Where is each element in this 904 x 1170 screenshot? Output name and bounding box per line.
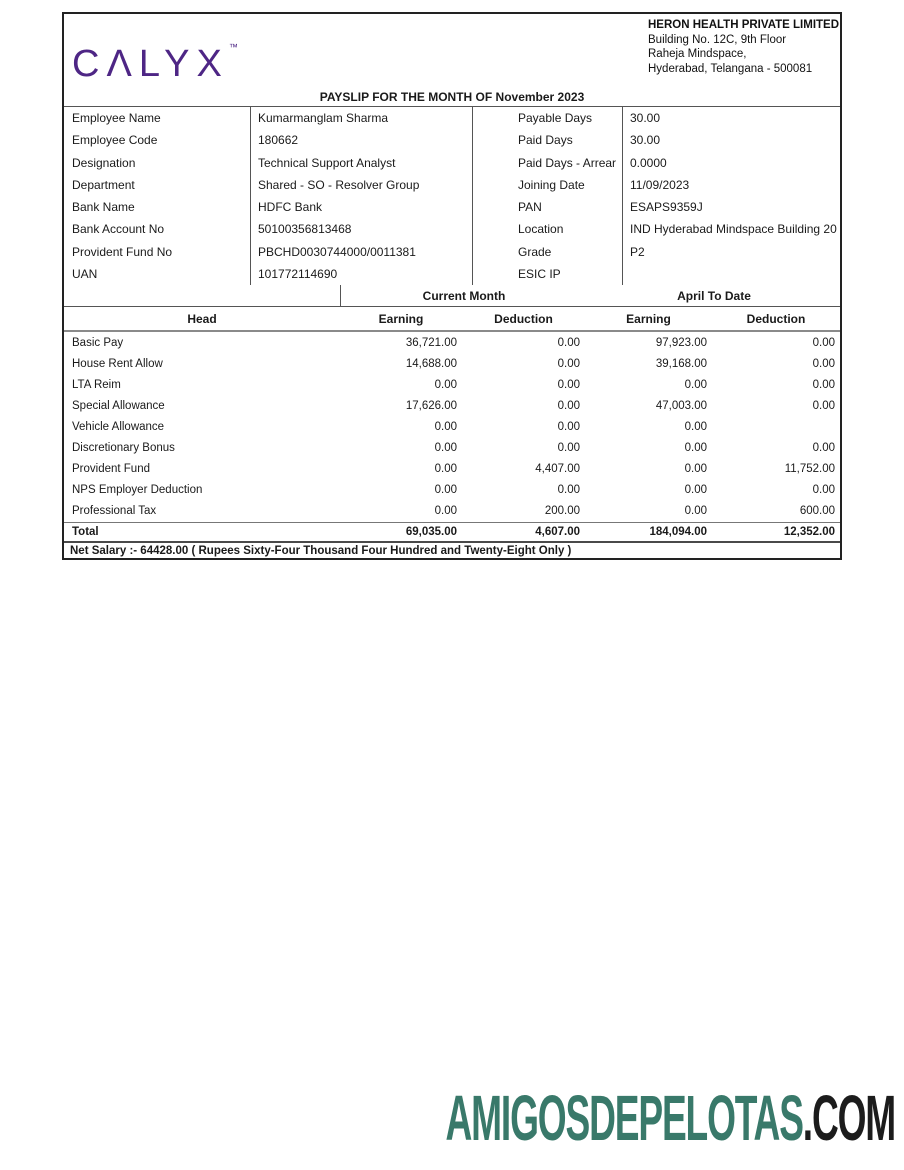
salary-current-deduction: 4,407.00 (535, 463, 580, 476)
salary-april-to-date-earning: 0.00 (684, 378, 707, 391)
info-label: Bank Account No (72, 222, 165, 237)
salary-current-deduction: 0.00 (557, 484, 580, 497)
salary-row-head: NPS Employer Deduction (72, 484, 203, 497)
info-label: Paid Days - Arrear (518, 155, 617, 170)
salary-table (64, 285, 840, 558)
salary-row-head: Special Allowance (72, 399, 165, 412)
payslip-document (62, 12, 842, 560)
info-value: P2 (630, 244, 645, 259)
payslip-title: PAYSLIP FOR THE MONTH OF November 2023 (319, 90, 585, 104)
info-value: ESAPS9359J (630, 200, 703, 215)
info-value: 180662 (258, 133, 299, 148)
salary-april-to-date-deduction: 600.00 (799, 505, 835, 518)
info-value: 30.00 (630, 111, 661, 126)
salary-april-to-date-earning: 97,923.00 (655, 336, 707, 349)
info-label: UAN (72, 266, 98, 281)
salary-current-deduction: 0.00 (557, 399, 580, 412)
total-april-to-date-earning: 184,094.00 (649, 526, 707, 538)
salary-april-to-date-deduction: 11,752.00 (784, 463, 835, 476)
salary-row-head: LTA Reim (72, 378, 121, 391)
company-address-line: Raheja Mindspace, (648, 48, 747, 61)
info-label: Grade (518, 244, 552, 259)
table-divider (472, 107, 473, 285)
salary-current-earning: 0.00 (434, 442, 457, 455)
salary-current-deduction: 200.00 (544, 505, 580, 518)
info-label: Provident Fund No (72, 244, 173, 259)
column-header-deduction: Deduction (494, 311, 553, 326)
info-value: 30.00 (630, 133, 661, 148)
info-label: Location (518, 222, 564, 237)
watermark-logo (445, 1082, 895, 1154)
company-name: HERON HEALTH PRIVATE LIMITED (648, 19, 840, 31)
employee-info-table (64, 107, 840, 285)
salary-april-to-date-deduction: 0.00 (812, 378, 835, 391)
salary-current-earning: 0.00 (434, 463, 457, 476)
salary-april-to-date-earning: 0.00 (684, 505, 707, 518)
salary-group-header-row (64, 285, 840, 307)
column-header-head: Head (187, 311, 217, 326)
info-value: 0.0000 (630, 155, 667, 170)
info-label: ESIC IP (518, 266, 561, 281)
trademark-symbol: ™ (228, 42, 238, 52)
info-label: Paid Days (518, 133, 573, 148)
salary-current-earning: 14,688.00 (405, 357, 457, 370)
salary-april-to-date-deduction: 0.00 (812, 484, 835, 497)
salary-april-to-date-earning: 47,003.00 (655, 399, 707, 412)
total-label: Total (72, 526, 99, 538)
salary-row-head: Provident Fund (72, 463, 150, 476)
info-value: Technical Support Analyst (258, 155, 396, 170)
info-label: Payable Days (518, 111, 593, 126)
table-divider (622, 107, 623, 285)
info-value: 101772114690 (258, 266, 338, 281)
salary-total-row (64, 522, 840, 543)
info-label: Joining Date (518, 177, 585, 192)
payslip-header (64, 14, 840, 107)
salary-row-head: Vehicle Allowance (72, 420, 165, 433)
net-salary-line: Net Salary :- 64428.00 ( Rupees Sixty-Four Thousand Four Hundred and Twenty-Eight Only ) (70, 545, 572, 557)
info-value: Kumarmanglam Sharma (258, 111, 389, 126)
salary-current-earning: 0.00 (434, 378, 457, 391)
group-header-april-to-date: April To Date (677, 288, 751, 303)
salary-current-deduction: 0.00 (557, 378, 580, 391)
salary-april-to-date-earning: 0.00 (684, 442, 707, 455)
info-label: Bank Name (72, 200, 135, 215)
salary-april-to-date-deduction: 0.00 (812, 442, 835, 455)
watermark-main: AMIGOSDEPELOTAS (445, 1082, 803, 1154)
salary-april-to-date-earning: 0.00 (684, 420, 707, 433)
salary-april-to-date-earning: 39,168.00 (655, 357, 707, 370)
company-address-block (648, 18, 839, 76)
info-value: PBCHD0030744000/0011381 (258, 244, 416, 259)
info-label: PAN (518, 200, 542, 215)
salary-current-earning: 36,721.00 (405, 336, 457, 349)
column-header-deduction: Deduction (746, 311, 806, 326)
salary-current-deduction: 0.00 (557, 420, 580, 433)
salary-april-to-date-deduction: 0.00 (812, 336, 835, 349)
salary-row-head: Discretionary Bonus (72, 442, 175, 455)
salary-april-to-date-deduction: 0.00 (812, 357, 835, 370)
table-divider (250, 107, 251, 285)
salary-current-earning: 17,626.00 (405, 399, 457, 412)
salary-current-deduction: 0.00 (557, 442, 580, 455)
column-header-earning: Earning (626, 311, 671, 326)
info-value: IND Hyderabad Mindspace Building 20 (630, 222, 837, 237)
info-label: Employee Name (72, 111, 161, 126)
total-current-deduction: 4,607.00 (535, 526, 580, 538)
total-april-to-date-deduction: 12,352.00 (783, 526, 835, 538)
info-value: 11/09/2023 (630, 177, 690, 192)
info-value: Shared - SO - Resolver Group (258, 177, 420, 192)
info-value: HDFC Bank (258, 200, 323, 215)
salary-current-deduction: 0.00 (557, 357, 580, 370)
salary-april-to-date-earning: 0.00 (684, 484, 707, 497)
info-label: Department (72, 177, 135, 192)
salary-current-earning: 0.00 (434, 484, 457, 497)
salary-row-head: Professional Tax (72, 505, 157, 518)
salary-rows (64, 332, 840, 522)
calyx-logo-text: CΛLYX (72, 43, 229, 85)
salary-column-header-row (64, 307, 840, 332)
watermark-suffix: .COM (802, 1082, 895, 1154)
salary-april-to-date-earning: 0.00 (684, 463, 707, 476)
calyx-logo (72, 24, 238, 87)
group-header-current-month: Current Month (422, 288, 506, 303)
info-label: Employee Code (72, 133, 158, 148)
column-header-earning: Earning (378, 311, 424, 326)
salary-row-head: Basic Pay (72, 336, 124, 349)
salary-current-deduction: 0.00 (557, 336, 580, 349)
company-address-line: Building No. 12C, 9th Floor (648, 33, 787, 46)
info-value: 50100356813468 (258, 222, 352, 237)
info-label: Designation (72, 155, 136, 170)
salary-row-head: House Rent Allow (72, 357, 163, 370)
salary-april-to-date-deduction: 0.00 (812, 399, 835, 412)
total-current-earning: 69,035.00 (405, 526, 457, 538)
company-address-line: Hyderabad, Telangana - 500081 (648, 62, 813, 75)
salary-current-earning: 0.00 (434, 505, 457, 518)
salary-current-earning: 0.00 (434, 420, 457, 433)
